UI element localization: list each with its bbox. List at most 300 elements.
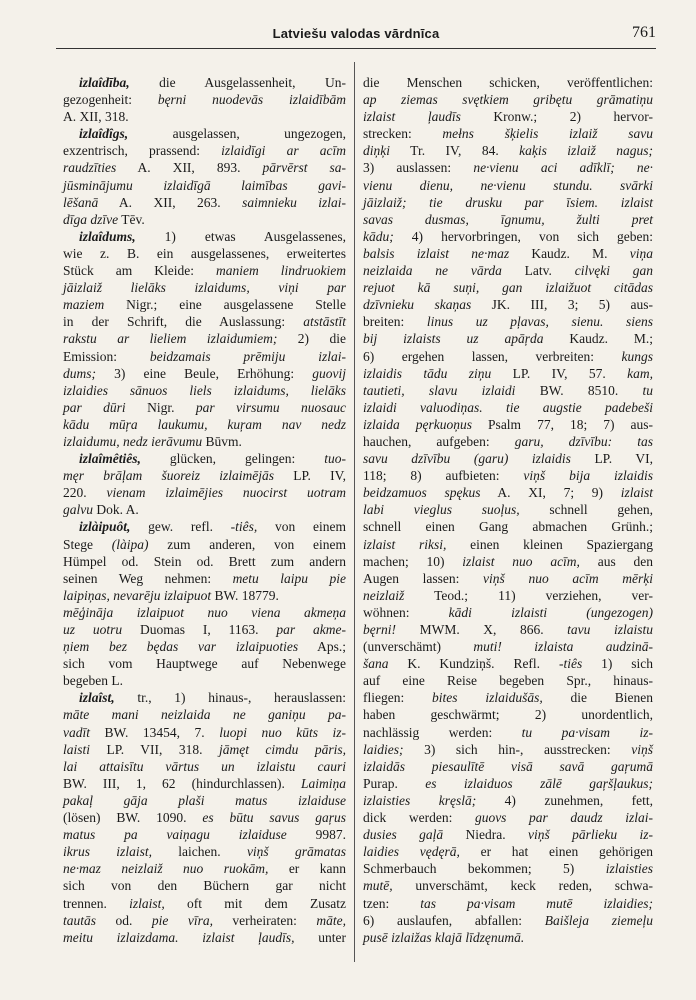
example-text: pakaļ gāja plaši matus izlaiduse xyxy=(63,792,346,808)
definition-text: Nigr.; eine ausgelassene Stelle xyxy=(104,297,346,313)
definition-text: 220. xyxy=(63,485,107,501)
example-text: tu xyxy=(642,382,654,398)
example-text: bęrni nuodevās izlaidībām xyxy=(157,92,346,108)
entry-line xyxy=(363,877,653,894)
example-text: -tiês, xyxy=(230,519,258,535)
example-text: kādu mūŗa laukumu, kuŗam nav nedz xyxy=(63,416,346,432)
example-text: kādu; xyxy=(363,228,394,244)
entry-line xyxy=(63,348,346,365)
entry-headword-line xyxy=(63,689,346,706)
entry-line xyxy=(363,929,653,946)
definition-text: ausgelassen, ungezogen, xyxy=(128,126,346,142)
definition-text: von einem xyxy=(257,519,346,535)
entry-line xyxy=(63,177,346,194)
definition-text: A. XI, 7; 9) xyxy=(480,485,621,501)
headword: izlaîst, xyxy=(79,690,115,706)
example-text: izlaist xyxy=(620,485,653,501)
entry-line xyxy=(63,706,346,723)
definition-text: A. XII, 893. xyxy=(116,160,263,176)
example-text: saimnieku izlai- xyxy=(242,194,346,210)
example-text: laidies vędęrā, xyxy=(363,844,460,860)
example-text: mełns šķielis izlaiž savu xyxy=(442,126,653,142)
entry-line xyxy=(363,895,653,912)
definition-text: Tēv. xyxy=(118,211,145,227)
example-text: es izlaiduos zālē gaŗšļaukus; xyxy=(425,775,653,791)
definition-text: Niedra. xyxy=(443,827,528,843)
entry-line xyxy=(363,228,653,245)
example-text: diņķi xyxy=(363,143,390,159)
definition-text: LP. VII, 318. xyxy=(90,741,219,757)
entry-line xyxy=(63,416,346,433)
example-text: izlaist ļaudīs xyxy=(363,109,461,125)
entry-line xyxy=(63,843,346,860)
entry-line xyxy=(363,382,653,399)
definition-text: Stege xyxy=(63,536,112,552)
definition-text: Nigr. xyxy=(125,399,196,415)
example-text: par virsumu nuosauc xyxy=(195,399,346,415)
entry-line xyxy=(63,758,346,775)
entry-line xyxy=(63,142,346,159)
headword: izlaîdîgs, xyxy=(79,126,129,142)
entry-line xyxy=(363,741,653,758)
example-text: par akme- xyxy=(276,622,346,637)
example-text: (làipa) xyxy=(111,536,149,552)
example-text: neizlaiž xyxy=(363,587,405,603)
headword: izlaîmêtiês, xyxy=(79,451,141,467)
entry-line xyxy=(63,279,346,296)
definition-text: (unverschämt) xyxy=(363,639,474,655)
entry-line xyxy=(363,177,653,194)
example-text: Laimiņa xyxy=(300,775,346,791)
definition-text: seinen Weg nehmen: xyxy=(63,570,233,586)
example-text: galvu xyxy=(63,502,93,518)
entry-headword-line xyxy=(63,518,346,535)
definition-text: Stück am Kleide: xyxy=(63,263,217,279)
example-text: izlaisties kręslā; xyxy=(363,792,477,808)
example-text: ņiem bez będas var izlaipuoties xyxy=(63,639,299,655)
definition-text: od. xyxy=(96,912,152,928)
entry-line xyxy=(63,655,346,672)
definition-text: strecken: xyxy=(363,126,443,142)
entry-headword-line xyxy=(63,74,346,91)
example-text: izlaidīgi ar acīm xyxy=(221,143,346,159)
example-text: es būtu savus gaŗus xyxy=(202,810,346,826)
example-text: pie vīra, xyxy=(151,912,213,928)
example-text: vienu dienu, ne·vienu stundu. svārki xyxy=(363,177,653,193)
example-text: laisti xyxy=(63,741,91,757)
definition-text: glücken, gelingen: xyxy=(140,451,325,467)
entry-line xyxy=(63,194,346,211)
definition-text: BW. 18779. xyxy=(211,587,279,603)
definition-text: tr., 1) hinaus-, herauslassen: xyxy=(114,690,346,706)
example-text: maziem xyxy=(63,297,105,313)
entry-line xyxy=(63,330,346,347)
definition-text: Schmerbauch bekommen; 5) xyxy=(363,861,606,877)
example-text: vienam izlaimējies nuocirst uotram xyxy=(106,485,347,501)
example-text: garu, dzīvību: tas xyxy=(514,433,653,449)
entry-line xyxy=(63,724,346,741)
definition-text: Dok. A. xyxy=(93,502,139,518)
example-text: jūsminājumu izlaidīgā laimības gavi- xyxy=(63,177,346,193)
definition-text: Kaudz. M.; xyxy=(543,331,653,347)
example-text: muti! izlaista audzinā- xyxy=(473,639,653,655)
entry-line xyxy=(63,792,346,809)
definition-text: er kann xyxy=(268,861,346,877)
example-text: balsis izlaist ne·maz xyxy=(363,245,510,261)
definition-text: exzentrisch, prassend: xyxy=(63,143,222,159)
definition-text: BW. 13454, 7. xyxy=(90,724,220,740)
definition-text: begeben L. xyxy=(63,673,123,689)
entry-line xyxy=(63,296,346,313)
entry-line xyxy=(363,689,653,706)
entry-line xyxy=(63,382,346,399)
example-text: ap ziemas svętkiem gribętu grāmatiņu xyxy=(363,92,653,108)
definition-text: hauchen, aufgeben: xyxy=(363,433,515,449)
definition-text: 2) die xyxy=(277,331,346,347)
example-text: beidzamuos spękus xyxy=(363,485,481,501)
definition-text: schnell einen Gang abmachen Grünh.; xyxy=(363,519,653,535)
example-text: dzīvnieku skaņas xyxy=(363,297,472,313)
example-text: kādi izlaisti (ungezogen) xyxy=(448,604,653,620)
example-text: pusē izlaižas klajā līdzęnumā. xyxy=(363,929,525,945)
entry-line xyxy=(363,211,653,228)
entry-line xyxy=(363,365,653,382)
example-text: viņš bija izlaidis xyxy=(523,468,653,484)
entry-line xyxy=(63,587,346,604)
entry-line xyxy=(63,245,346,262)
definition-text: Psalm 77, 18; 7) aus- xyxy=(472,416,654,432)
example-text: Baišleja ziemeļu xyxy=(544,912,653,928)
example-text: viņš nuo acīm mērķi xyxy=(483,570,653,586)
entry-line xyxy=(363,860,653,877)
entry-line xyxy=(363,159,653,176)
example-text: viņš pārlieku iz- xyxy=(528,827,653,843)
example-text: tuo- xyxy=(324,451,346,467)
example-text: ne·vienu aci adīklī; ne· xyxy=(473,160,654,176)
entry-line xyxy=(63,159,346,176)
definition-text: Kronw.; 2) hervor- xyxy=(460,109,654,125)
example-text: maniem lindruokiem xyxy=(216,263,347,279)
entry-line xyxy=(363,775,653,792)
definition-text: 6) auslaufen, abfallen: xyxy=(363,912,545,928)
entry-line xyxy=(363,245,653,262)
definition-text: 1) etwas Ausgelassenes, xyxy=(135,228,346,244)
entry-line xyxy=(363,330,653,347)
example-text: neizlaida ne vārda xyxy=(363,263,502,279)
entry-line xyxy=(363,724,653,741)
definition-text: tzen: xyxy=(363,895,421,911)
definition-text: Augen lassen: xyxy=(363,570,484,586)
entry-headword-line xyxy=(63,450,346,467)
definition-text: K. Kundziņš. Refl. xyxy=(388,656,559,672)
example-text: tu pa·visam iz- xyxy=(521,724,653,740)
example-text: izlaidis tādu ziņu xyxy=(363,365,492,381)
entry-line xyxy=(363,706,653,723)
example-text: ikrus izlaist, xyxy=(63,844,152,860)
definition-text: A. XII, 263. xyxy=(98,194,243,210)
running-title: Latviešu valodas vārdnīca xyxy=(272,26,440,41)
definition-text: er hat einen gehörigen xyxy=(459,844,653,860)
entry-line xyxy=(363,279,653,296)
entry-line xyxy=(363,484,653,501)
example-text: dusies gaļā xyxy=(363,827,444,843)
definition-text: LP. VI, xyxy=(570,451,653,467)
definition-text: Latv. xyxy=(501,263,575,279)
definition-text: Duomas I, 1163. xyxy=(122,622,277,637)
definition-text: die Ausgelassenheit, Un- xyxy=(129,75,346,90)
entry-line xyxy=(63,929,346,946)
example-text: izlaida pęrkuoņus xyxy=(363,416,473,432)
definition-text: unverschämt, keck reden, schwa- xyxy=(392,878,653,894)
definition-text: Emission: xyxy=(63,348,150,364)
example-text: izlaidies sānuos liels izlaidums, lielāks xyxy=(63,382,346,398)
entry-line xyxy=(63,860,346,877)
definition-text: LP. IV, xyxy=(273,468,346,484)
example-text: bites izlaidušās, xyxy=(432,690,543,706)
entry-line xyxy=(63,775,346,792)
example-text: savu dzīvību (garu) izlaidis xyxy=(363,451,571,467)
definition-text: laichen. xyxy=(151,844,247,860)
example-text: jāizlaiž; tie drusku par īsiem. izlaist xyxy=(363,194,653,210)
entry-line xyxy=(363,587,653,604)
example-text: māte mani neizlaida ne ganiņu pa- xyxy=(63,707,346,723)
definition-text: trennen. xyxy=(63,895,130,911)
example-text: -tiês xyxy=(558,656,583,672)
entry-line xyxy=(363,518,653,535)
entry-line xyxy=(363,912,653,929)
example-text: kaķis izlaiž nagus; xyxy=(519,143,653,159)
example-text: beidzamais prēmiju izlai- xyxy=(149,348,346,364)
entry-line xyxy=(363,758,653,775)
definition-text: auf eine Reise begeben Spr., hinaus- xyxy=(363,673,653,689)
example-text: atstāstīt xyxy=(303,314,346,330)
definition-text: sich vom Hauptwege auf Nebenwege xyxy=(63,656,346,672)
example-text: ne·maz neizlaiž nuo ruokām, xyxy=(63,861,269,877)
example-text: bij izlaists uz apāŗda xyxy=(363,331,544,347)
definition-text: unter xyxy=(294,929,346,945)
entry-line xyxy=(63,570,346,587)
entry-line xyxy=(63,501,346,518)
page-header xyxy=(56,26,656,50)
example-text: meitu izlaizdama. izlaist ļaudīs, xyxy=(63,929,295,945)
entry-line xyxy=(363,399,653,416)
example-text: viņa xyxy=(629,245,653,261)
entry-line xyxy=(63,877,346,894)
example-text: dīga dzīve xyxy=(63,211,119,227)
example-text: guovs par daudz izlai- xyxy=(474,810,653,826)
definition-text: Hümpel od. Stein od. Brett zum andern xyxy=(63,553,346,569)
example-text: kungs xyxy=(621,348,653,364)
definition-text: BW. 8510. xyxy=(515,382,643,398)
definition-text: JK. III, 3; 5) aus- xyxy=(471,297,653,313)
example-text: izlaidi valuodiņas. tie augstie padebeši xyxy=(363,399,653,415)
example-text: jāmęt cimdu pāris, xyxy=(218,741,346,757)
entry-line xyxy=(63,365,346,382)
definition-text: breiten: xyxy=(363,314,427,330)
definition-text: wöhnen: xyxy=(363,604,449,620)
definition-text: die Bienen xyxy=(542,690,654,706)
definition-text: nachlässig werden: xyxy=(363,724,522,740)
definition-text: fliegen: xyxy=(363,690,433,706)
definition-text: Tr. IV, 84. xyxy=(390,143,520,159)
entry-line xyxy=(63,433,346,450)
definition-text: A. XII, 318. xyxy=(63,109,129,125)
entry-line xyxy=(63,621,346,638)
entry-line xyxy=(363,194,653,211)
definition-text: die Menschen schicken, veröffentlichen: xyxy=(363,75,653,90)
definition-text: LP. IV, 57. xyxy=(491,365,628,381)
definition-text: 1) sich xyxy=(582,656,653,672)
entry-line xyxy=(363,501,653,518)
definition-text: MWM. X, 866. xyxy=(396,622,568,637)
example-text: bęrni! xyxy=(363,622,396,637)
entry-line xyxy=(363,125,653,142)
example-text: mutē, xyxy=(363,878,393,894)
example-text: lai attaisītu vārtus un izlaistu cauri xyxy=(63,758,346,774)
definition-text: schnell gehen, xyxy=(519,502,653,518)
entry-line xyxy=(63,912,346,929)
entry-line xyxy=(363,536,653,553)
example-text: męr brāļam šuoreiz izlaimējās xyxy=(63,468,274,484)
definition-text: oft mit dem Zusatz xyxy=(164,895,346,911)
example-text: kam, xyxy=(627,365,654,381)
example-text: šana xyxy=(363,656,389,672)
entry-line xyxy=(63,536,346,553)
entry-line xyxy=(63,399,346,416)
entry-line xyxy=(363,108,653,125)
definition-text: Kaudz. M. xyxy=(509,245,630,261)
definition-text: 3) sich hin-, ausstrecken: xyxy=(403,741,632,757)
header-rule xyxy=(56,48,656,49)
definition-text: dick werden: xyxy=(363,810,475,826)
example-text: rejuot kā suņi, gan izlaižuot citādas xyxy=(363,280,653,296)
definition-text: Teod.; 11) verziehen, ver- xyxy=(404,587,653,603)
headword: izlàipuôt, xyxy=(79,519,131,535)
entry-line xyxy=(363,672,653,689)
example-text: vadīt xyxy=(63,724,90,740)
example-text: luopi nuo kūts iz- xyxy=(219,724,346,740)
example-text: metu laipu pie xyxy=(232,570,346,586)
definition-text: verheiraten: xyxy=(212,912,317,928)
example-text: izlaist riksi, xyxy=(363,536,447,552)
definition-text: 4) zunehmen, fett, xyxy=(476,792,654,808)
definition-text: gezogenheit: xyxy=(63,92,158,108)
page-number: 761 xyxy=(632,24,656,41)
example-text: guovij xyxy=(312,365,346,381)
entry-line xyxy=(363,826,653,843)
definition-text: Aps.; xyxy=(298,639,347,655)
example-text: tas pa·visam mutē izlaidies; xyxy=(420,895,653,911)
entry-line xyxy=(363,638,653,655)
definition-text: 6) ergehen lassen, verbreiten: xyxy=(363,348,622,364)
example-text: mēģināja izlaipuot nuo viena akmeņa xyxy=(63,604,346,620)
entry-line xyxy=(63,638,346,655)
example-text: uz uotru xyxy=(63,622,123,637)
entry-line xyxy=(363,604,653,621)
example-text: izlaist, xyxy=(129,895,165,911)
definition-text: zum anderen, von einem xyxy=(148,536,346,552)
entry-line xyxy=(363,142,653,159)
example-text: cilvęki gan xyxy=(574,263,653,279)
entry-line xyxy=(363,553,653,570)
entry-line xyxy=(363,262,653,279)
column-divider xyxy=(354,62,355,962)
definition-text: 3) auslassen: xyxy=(363,160,474,176)
entry-line xyxy=(363,809,653,826)
entry-line xyxy=(363,416,653,433)
definition-text: einen kleinen Spaziergang xyxy=(446,536,654,552)
entry-line xyxy=(63,826,346,843)
left-column xyxy=(63,74,346,946)
example-text: tavu izlaistu xyxy=(567,622,653,637)
example-text: matus pa vaiņagu izlaiduse xyxy=(63,827,287,843)
headword: izlaîdums, xyxy=(79,228,136,244)
entry-line xyxy=(63,604,346,621)
entry-line xyxy=(63,467,346,484)
example-text: savas dusmas, īgnumu, žulti pret xyxy=(363,211,653,227)
example-text: laipiņas, nevarēju izlaipuot xyxy=(63,587,212,603)
entry-line xyxy=(63,211,346,228)
entry-line xyxy=(363,74,653,91)
example-text: rakstu ar lieliem izlaidumiem; xyxy=(63,331,278,347)
example-text: par dūri xyxy=(63,399,126,415)
entry-line xyxy=(363,570,653,587)
example-text: laidies; xyxy=(363,741,404,757)
right-column xyxy=(363,74,653,946)
entry-line xyxy=(363,621,653,638)
entry-line xyxy=(363,467,653,484)
example-text: izlaidās piesaulītē visā savā gaŗumā xyxy=(363,758,653,774)
entry-line xyxy=(63,895,346,912)
entry-line xyxy=(63,313,346,330)
entry-line xyxy=(63,553,346,570)
headword: izlaîdība, xyxy=(79,75,130,90)
definition-text: 4) hervorbringen, von sich geben: xyxy=(393,228,653,244)
definition-text: in der Schrift, die Auslassung: xyxy=(63,314,304,330)
entry-line xyxy=(63,91,346,108)
entry-line xyxy=(363,348,653,365)
entry-line xyxy=(63,672,346,689)
example-text: labi vieglus suoļus, xyxy=(363,502,520,518)
example-text: māte, xyxy=(316,912,346,928)
example-text: izlaidumu, nedz ierāvumu xyxy=(63,433,203,449)
entry-line xyxy=(363,296,653,313)
entry-line xyxy=(363,91,653,108)
entry-line xyxy=(63,809,346,826)
example-text: izlaisties xyxy=(605,861,653,877)
example-text: viņš grāmatas xyxy=(246,844,346,860)
example-text: tautās xyxy=(63,912,97,928)
entry-line xyxy=(63,108,346,125)
entry-headword-line xyxy=(63,228,346,245)
entry-line xyxy=(363,433,653,450)
example-text: tautieti, slavu izlaidi xyxy=(363,382,516,398)
entry-line xyxy=(363,792,653,809)
entry-line xyxy=(63,484,346,501)
entry-line xyxy=(363,655,653,672)
definition-text: Purap. xyxy=(363,775,426,791)
entry-line xyxy=(63,741,346,758)
definition-text: Būvm. xyxy=(202,433,242,449)
example-text: lēšanā xyxy=(63,194,99,210)
example-text: raudzīties xyxy=(63,160,117,176)
definition-text: sich von den Büchern gar nicht xyxy=(63,878,346,894)
entry-line xyxy=(363,450,653,467)
definition-text: machen; 10) xyxy=(363,553,463,569)
definition-text: wie z. B. ein ausgelassenes, erweitertes xyxy=(63,245,346,261)
definition-text: haben geschwärmt; 2) unordentlich, xyxy=(363,707,653,723)
entry-headword-line xyxy=(63,125,346,142)
